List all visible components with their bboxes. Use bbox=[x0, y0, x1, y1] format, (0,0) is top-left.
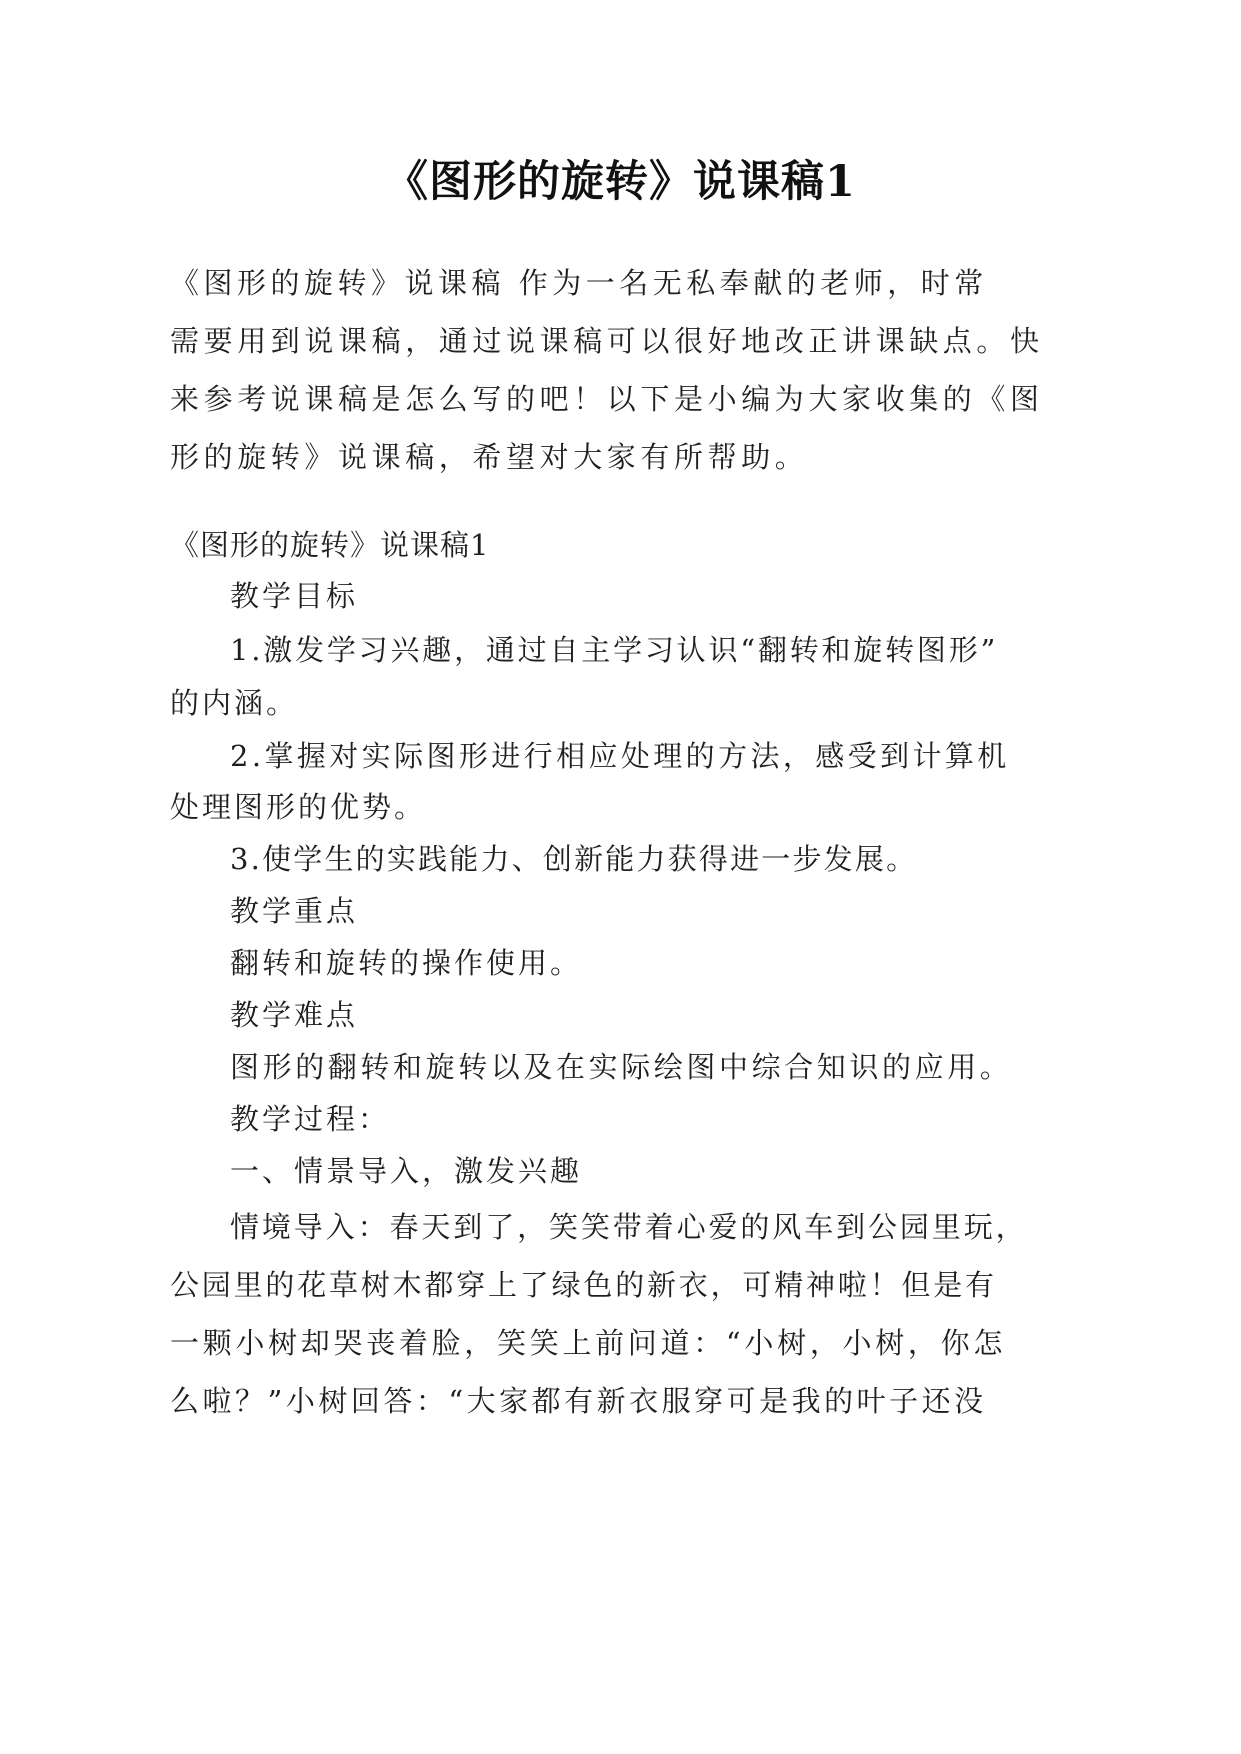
heading-process: 教学过程： bbox=[230, 1102, 391, 1136]
heading-difficulties: 教学难点 bbox=[230, 998, 359, 1032]
intro-line-2: 需要用到说课稿，通过说课稿可以很好地改正讲课缺点。快 bbox=[170, 324, 1044, 358]
objective-2-line-2: 处理图形的优势。 bbox=[170, 790, 427, 824]
process-step-1: 一、情景导入，激发兴趣 bbox=[230, 1154, 583, 1188]
heading-objectives: 教学目标 bbox=[230, 579, 359, 613]
intro-line-4: 形的旋转》说课稿，希望对大家有所帮助。 bbox=[170, 440, 809, 474]
key-points-text: 翻转和旋转的操作使用。 bbox=[230, 946, 583, 980]
objective-1-line-2: 的内涵。 bbox=[170, 686, 299, 720]
intro-line-1: 《图形的旋转》说课稿 作为一名无私奉献的老师，时常 bbox=[170, 266, 988, 300]
story-line-3: 一颗小树却哭丧着脸，笑笑上前问道：“小树，小树，你怎 bbox=[170, 1326, 1007, 1360]
story-line-4: 么啦？”小树回答：“大家都有新衣服穿可是我的叶子还没 bbox=[170, 1384, 987, 1418]
objective-3: 3.使学生的实践能力、创新能力获得进一步发展。 bbox=[230, 842, 918, 876]
document-title: 《图形的旋转》说课稿1 bbox=[385, 157, 856, 207]
story-line-1: 情境导入：春天到了，笑笑带着心爱的风车到公园里玩， bbox=[230, 1210, 1028, 1244]
objective-2-line-1: 2.掌握对实际图形进行相应处理的方法，感受到计算机 bbox=[230, 739, 1010, 773]
difficulties-text: 图形的翻转和旋转以及在实际绘图中综合知识的应用。 bbox=[230, 1050, 1013, 1084]
section-heading: 《图形的旋转》说课稿1 bbox=[170, 528, 490, 562]
story-line-2: 公园里的花草树木都穿上了绿色的新衣，可精神啦！但是有 bbox=[170, 1268, 997, 1302]
intro-line-3: 来参考说课稿是怎么写的吧！以下是小编为大家收集的《图 bbox=[170, 382, 1044, 416]
heading-key-points: 教学重点 bbox=[230, 894, 359, 928]
objective-1-line-1: 1.激发学习兴趣，通过自主学习认识“翻转和旋转图形” bbox=[230, 633, 999, 667]
